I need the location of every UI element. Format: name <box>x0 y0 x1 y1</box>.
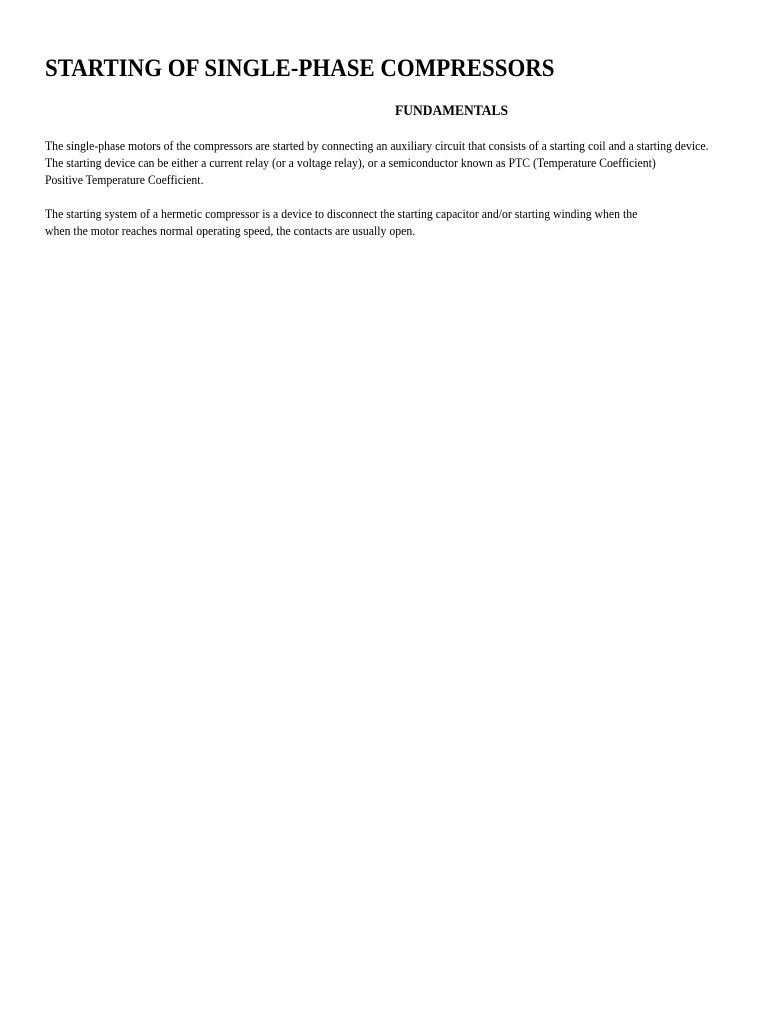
document-title: STARTING OF SINGLE-PHASE COMPRESSORS <box>45 55 555 82</box>
paragraph-line: when the motor reaches normal operating speed, the contacts are usually open. <box>45 223 416 238</box>
paragraph-fundamentals-intro <box>45 137 768 188</box>
paragraph-line: The starting device can be either a current relay (or a voltage relay), or a semiconductor known as PTC (Temperature Coefficient) <box>45 155 656 170</box>
paragraph-starting-system <box>45 205 700 239</box>
paragraph-line: The single-phase motors of the compressors are started by connecting an auxiliary circuit that consists of a starting coil and a starting device. <box>45 138 709 153</box>
paragraph-line: The starting system of a hermetic compressor is a device to disconnect the starting capacitor and/or starting winding when the <box>45 206 638 221</box>
paragraph-line: Positive Temperature Coefficient. <box>45 172 204 187</box>
section-heading: FUNDAMENTALS <box>395 103 509 119</box>
